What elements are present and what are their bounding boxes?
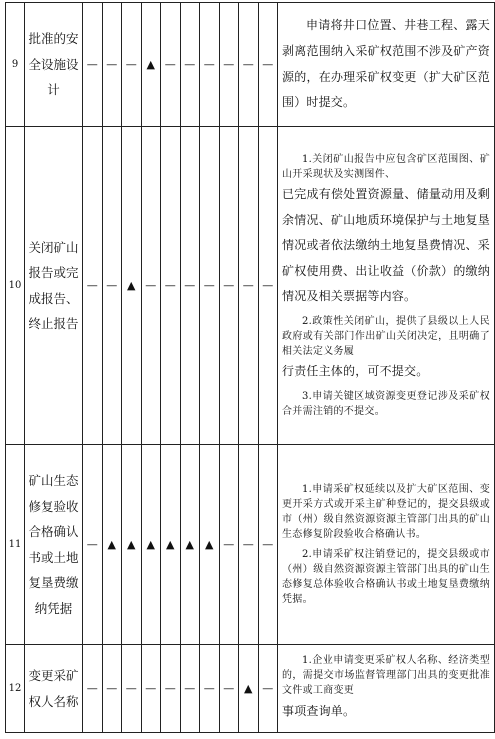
- remark-paragraph: 行责任主体的，可不提交。: [282, 364, 429, 379]
- not-required-mark: —: [122, 645, 142, 733]
- not-required-mark: —: [83, 645, 103, 733]
- document-name: 批准的安全设施设计: [25, 3, 83, 127]
- not-required-mark: —: [161, 127, 181, 445]
- not-required-mark: —: [83, 445, 103, 645]
- not-required-mark: —: [258, 127, 278, 445]
- not-required-mark: —: [239, 3, 259, 127]
- table-row: [6, 127, 495, 445]
- not-required-mark: —: [83, 127, 103, 445]
- requirements-table-sheet: [5, 2, 490, 737]
- document-name: 变更采矿权人名称: [25, 645, 83, 733]
- row-number: 9: [6, 3, 25, 127]
- table-row: [6, 3, 495, 127]
- not-required-mark: —: [180, 3, 200, 127]
- not-required-mark: —: [219, 445, 239, 645]
- remark-paragraph: 已完成有偿处置资源量、储量动用及剩余情况、矿山地质环境保护与土地复垦情况或者依法缴纳土地复垦费情况、采矿权使用费、出让收益（价款）的缴纳情况及相关票据等内容。: [282, 186, 490, 304]
- not-required-mark: —: [141, 127, 161, 445]
- required-mark: ▲: [161, 445, 181, 645]
- required-mark: ▲: [122, 127, 142, 445]
- table-body: [6, 3, 495, 733]
- remark-paragraph: 1.申请采矿权延续以及扩大矿区范围、变更开采方式或开采主矿种登记的，提交县级或市（州）级自然资源资源主管部门出具的矿山生态修复阶段验收合格确认书。: [282, 483, 490, 541]
- table-row: [6, 645, 495, 733]
- not-required-mark: —: [239, 445, 259, 645]
- not-required-mark: —: [102, 3, 122, 127]
- not-required-mark: —: [102, 127, 122, 445]
- row-number: 10: [6, 127, 25, 445]
- table-row: [6, 445, 495, 645]
- remark-paragraph: 2.政策性关闭矿山，提供了县级以上人民政府或有关部门作出矿山关闭决定，且明确了相关法定义务履: [282, 315, 490, 358]
- not-required-mark: —: [219, 645, 239, 733]
- row-number: 12: [6, 645, 25, 733]
- not-required-mark: —: [200, 127, 220, 445]
- not-required-mark: —: [239, 127, 259, 445]
- remarks-cell: [278, 645, 495, 733]
- not-required-mark: —: [83, 3, 103, 127]
- required-mark: ▲: [102, 445, 122, 645]
- not-required-mark: —: [258, 3, 278, 127]
- remarks-cell: [278, 3, 495, 127]
- remark-paragraph: 3.申请关键区域资源变更登记涉及采矿权合并需注销的不提交。: [282, 391, 490, 418]
- document-name: 矿山生态修复验收合格确认书或土地复垦费缴纳凭据: [25, 445, 83, 645]
- row-number: 11: [6, 445, 25, 645]
- requirements-table: [5, 2, 495, 733]
- remarks-cell: [278, 445, 495, 645]
- remark-paragraph: 1.企业申请变更采矿权人名称、经济类型的，需提交市场监督管理部门出具的变更批准文件或工商变更: [282, 654, 490, 697]
- required-mark: ▲: [239, 645, 259, 733]
- required-mark: ▲: [141, 3, 161, 127]
- required-mark: ▲: [141, 445, 161, 645]
- not-required-mark: —: [258, 645, 278, 733]
- not-required-mark: —: [200, 645, 220, 733]
- not-required-mark: —: [141, 645, 161, 733]
- not-required-mark: —: [122, 3, 142, 127]
- remark-paragraph: 2.申请采矿权注销登记的，提交县级或市（州）级自然资源资源主管部门出具的矿山生态修复总体验收合格确认书或土地复垦费缴纳凭据。: [282, 548, 490, 606]
- not-required-mark: —: [219, 127, 239, 445]
- not-required-mark: —: [180, 127, 200, 445]
- remark-paragraph: 事项查询单。: [282, 703, 356, 718]
- required-mark: ▲: [200, 445, 220, 645]
- remark-paragraph: 申请将井口位置、井巷工程、露天剥离范围纳入采矿权范围不涉及矿产资源的，在办理采矿权变更（扩大矿区范围）时提交。: [282, 18, 490, 110]
- not-required-mark: —: [200, 3, 220, 127]
- not-required-mark: —: [161, 645, 181, 733]
- not-required-mark: —: [258, 445, 278, 645]
- not-required-mark: —: [102, 645, 122, 733]
- not-required-mark: —: [180, 645, 200, 733]
- not-required-mark: —: [161, 3, 181, 127]
- remarks-cell: [278, 127, 495, 445]
- not-required-mark: —: [219, 3, 239, 127]
- required-mark: ▲: [122, 445, 142, 645]
- document-name: 关闭矿山报告或完成报告、终止报告: [25, 127, 83, 445]
- remark-paragraph: 1.关闭矿山报告中应包含矿区范围图、矿山开采现状及实测图件、: [282, 153, 490, 180]
- required-mark: ▲: [180, 445, 200, 645]
